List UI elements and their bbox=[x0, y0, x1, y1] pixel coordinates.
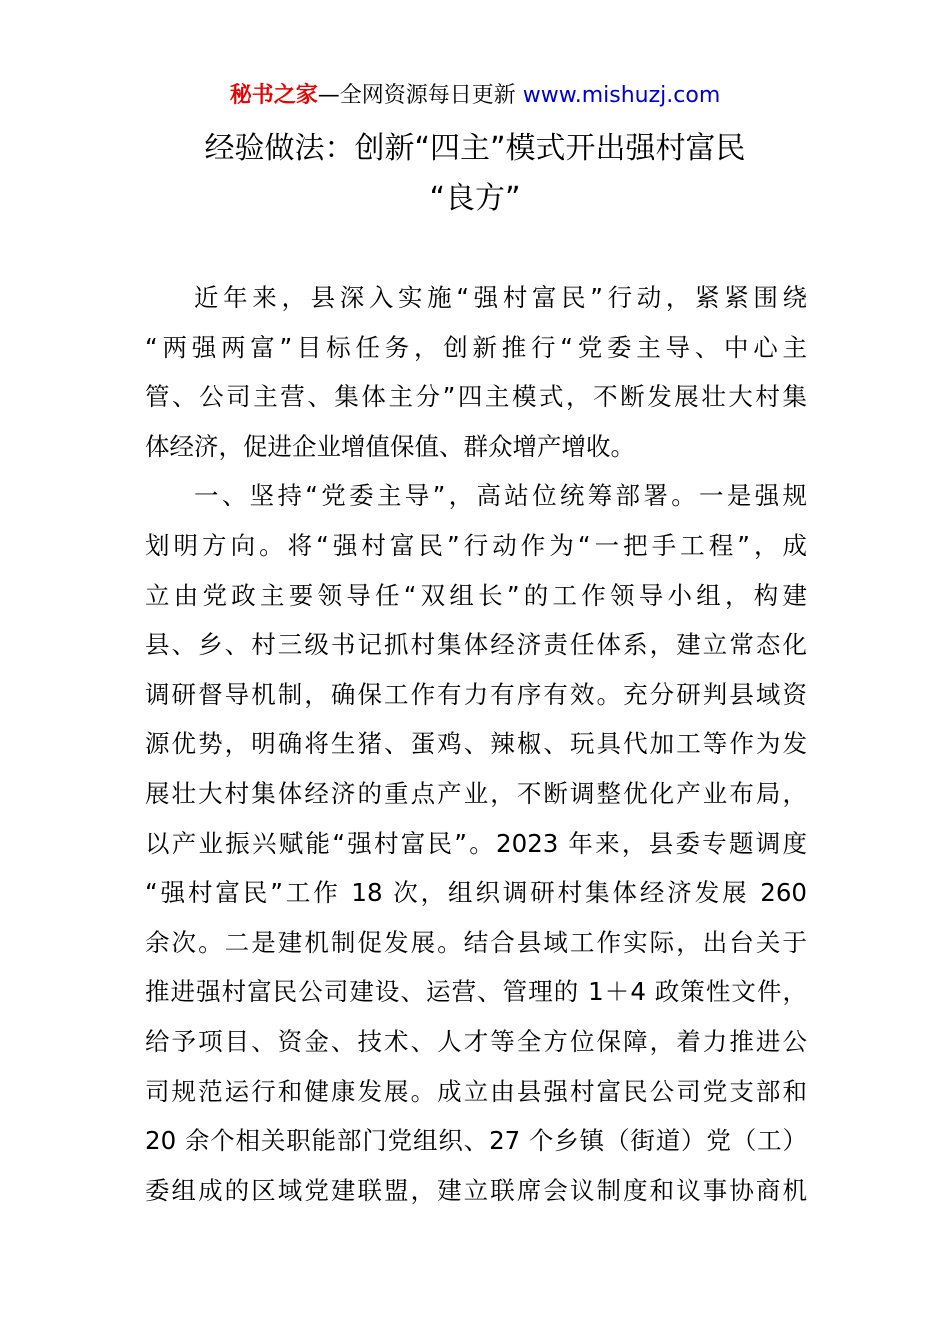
paragraph-line: 调研督导机制，确保工作有力有序有效。充分研判县域资 bbox=[145, 679, 807, 709]
paragraph-line: 给予项目、资金、技术、人才等全方位保障，着力推进公 bbox=[145, 1026, 807, 1056]
paragraph-line: 县、乡、村三级书记抓村集体经济责任体系，建立常态化 bbox=[145, 630, 807, 660]
paragraph-section-1 bbox=[145, 471, 807, 1215]
paragraph-line: “两强两富”目标任务，创新推行“党委主导、中心主 bbox=[145, 332, 807, 362]
document-body bbox=[145, 273, 807, 1215]
paragraph-line: “强村富民”工作 18 次，组织调研村集体经济发展 260 bbox=[145, 878, 807, 908]
document-title bbox=[0, 124, 950, 224]
paragraph-line: 一、坚持“党委主导”，高站位统筹部署。一是强规 bbox=[194, 481, 807, 511]
paragraph-line: 划明方向。将“强村富民”行动作为“一把手工程”，成 bbox=[145, 530, 807, 560]
paragraph-line: 近年来，县深入实施“强村富民”行动，紧紧围绕 bbox=[194, 283, 807, 312]
paragraph-line: 立由党政主要领导任“双组长”的工作领导小组，构建 bbox=[145, 580, 807, 610]
paragraph-line: 余次。二是建机制促发展。结合县域工作实际，出台关于 bbox=[145, 927, 807, 957]
paragraph-line: 体经济，促进企业增值保值、群众增产增收。 bbox=[145, 431, 635, 461]
paragraph-intro bbox=[145, 273, 807, 471]
paragraph-line: 委组成的区域党建联盟，建立联席会议制度和议事协商机 bbox=[145, 1175, 807, 1205]
paragraph-line: 司规范运行和健康发展。成立由县强村富民公司党支部和 bbox=[145, 1076, 807, 1106]
paragraph-line: 20 余个相关职能部门党组织、27 个乡镇（街道）党（工） bbox=[145, 1126, 807, 1156]
paragraph-line: 源优势，明确将生猪、蛋鸡、辣椒、玩具代加工等作为发 bbox=[145, 729, 807, 759]
paragraph-line: 展壮大村集体经济的重点产业，不断调整优化产业布局， bbox=[145, 778, 807, 808]
brand-name: 秘书之家 bbox=[229, 83, 318, 108]
paragraph-line: 推进强村富民公司建设、运营、管理的 1＋4 政策性文件， bbox=[145, 977, 807, 1007]
header-slogan: —全网资源每日更新 bbox=[317, 83, 523, 108]
site-header bbox=[0, 80, 950, 112]
paragraph-line: 以产业振兴赋能“强村富民”。2023 年来，县委专题调度 bbox=[145, 828, 807, 858]
title-line-2: “良方” bbox=[429, 181, 521, 216]
site-url-link[interactable]: www.mishuzj.com bbox=[522, 83, 721, 108]
title-line-1: 经验做法：创新“四主”模式开出强村富民 bbox=[204, 131, 746, 166]
paragraph-line: 管、公司主营、集体主分”四主模式，不断发展壮大村集 bbox=[145, 382, 807, 412]
